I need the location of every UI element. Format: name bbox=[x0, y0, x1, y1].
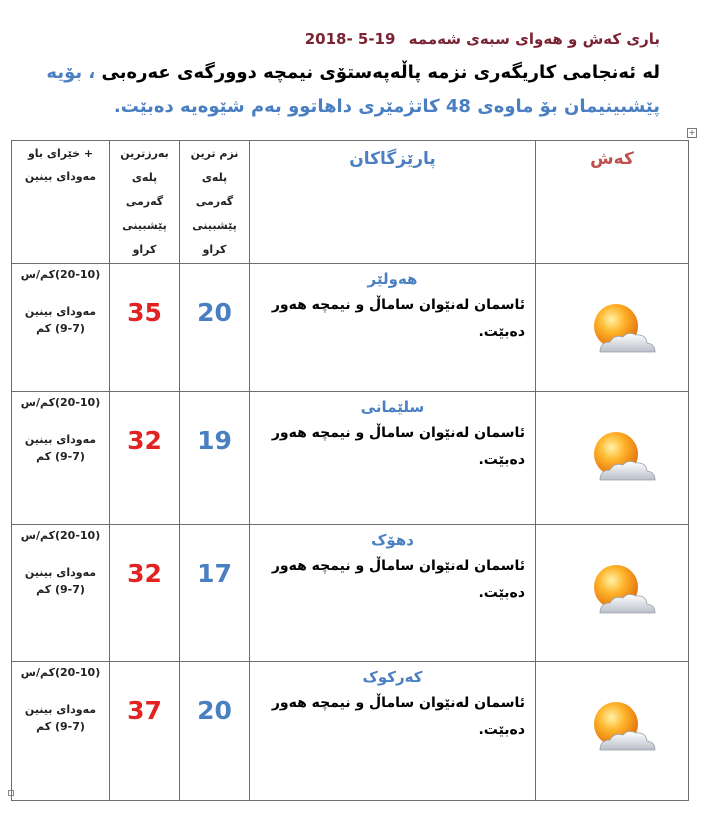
forecast-description: ئاسمان لەنێوان ساماڵ و نیمچە هەور دەبێت. bbox=[271, 425, 525, 468]
low-temp-cell bbox=[180, 392, 250, 525]
high-header-line: پلەی bbox=[131, 171, 158, 184]
visibility-value: (9-7) کم bbox=[36, 450, 85, 463]
visibility-label: مەودای بینین bbox=[24, 433, 97, 446]
table-row bbox=[12, 525, 689, 662]
high-temp-cell bbox=[110, 525, 180, 662]
low-temp-cell bbox=[180, 662, 250, 801]
intro-tail: ، بۆیە bbox=[46, 62, 96, 83]
forecast-description: ئاسمان لەنێوان ساماڵ و نیمچە هەور دەبێت. bbox=[271, 558, 525, 601]
high-temp: 32 bbox=[127, 426, 162, 455]
wind-speed: (20-10)کم/س bbox=[20, 529, 101, 542]
table-move-handle[interactable]: + bbox=[688, 128, 696, 137]
condition-cell bbox=[536, 392, 689, 525]
wind-header-line: مەودای بینین bbox=[24, 170, 97, 183]
high-header-line: گەرمی bbox=[125, 195, 164, 208]
province-cell bbox=[250, 264, 536, 392]
high-header-line: پێشبینی bbox=[122, 219, 167, 232]
high-temp-header bbox=[110, 141, 180, 264]
high-temp: 35 bbox=[127, 298, 162, 327]
forecast-subtitle: پێشبینیمان بۆ ماوەی 48 کاتژمێری داهاتوو بەم شێوەیە دەبێت. bbox=[113, 96, 660, 117]
header-row bbox=[12, 141, 689, 264]
visibility-label: مەودای بینین bbox=[24, 566, 97, 579]
wind-speed: (20-10)کم/س bbox=[20, 268, 101, 281]
province-name: کەرکوک bbox=[362, 668, 423, 686]
wind-visibility-cell bbox=[12, 392, 110, 525]
table-row bbox=[12, 392, 689, 525]
high-temp-cell bbox=[110, 662, 180, 801]
condition-cell bbox=[536, 264, 689, 392]
high-temp: 37 bbox=[127, 696, 162, 725]
high-header-line: بەرزترین bbox=[120, 147, 169, 160]
condition-header: کەش bbox=[536, 141, 689, 264]
low-temp-cell bbox=[180, 525, 250, 662]
high-temp-cell bbox=[110, 264, 180, 392]
partly-cloudy-sun-icon bbox=[582, 698, 662, 762]
low-header-line: پێشبینی bbox=[192, 219, 237, 232]
low-temp: 20 bbox=[197, 298, 232, 327]
visibility-value: (9-7) کم bbox=[36, 583, 85, 596]
table-row bbox=[12, 264, 689, 392]
wind-visibility-cell bbox=[12, 264, 110, 392]
provinces-header: پارێزگاکان bbox=[250, 141, 536, 264]
low-temp-cell bbox=[180, 264, 250, 392]
forecast-date: 2018- 5-19 bbox=[304, 30, 396, 48]
wind-speed: (20-10)کم/س bbox=[20, 396, 101, 409]
wind-speed: (20-10)کم/س bbox=[20, 666, 101, 679]
high-temp-cell bbox=[110, 392, 180, 525]
wind-visibility-cell bbox=[12, 662, 110, 801]
visibility-value: (9-7) کم bbox=[36, 322, 85, 335]
low-temp-header bbox=[180, 141, 250, 264]
low-header-line: کراو bbox=[202, 243, 227, 256]
table-row bbox=[12, 662, 689, 801]
low-temp: 20 bbox=[197, 696, 232, 725]
intro-main: لە ئەنجامی کاریگەری نزمە پاڵەپەستۆی نیمچە دوورگەی عەرەبی bbox=[101, 62, 660, 83]
condition-cell bbox=[536, 525, 689, 662]
visibility-label: مەودای بینین bbox=[24, 305, 97, 318]
low-header-line: نزم ترین bbox=[190, 147, 239, 160]
province-cell bbox=[250, 392, 536, 525]
high-header-line: کراو bbox=[132, 243, 157, 256]
partly-cloudy-sun-icon bbox=[582, 300, 662, 364]
low-header-line: گەرمی bbox=[195, 195, 234, 208]
intro-line bbox=[46, 62, 660, 83]
visibility-label: مەودای بینین bbox=[24, 703, 97, 716]
province-name: هەولێر bbox=[367, 270, 418, 288]
province-name: سلێمانی bbox=[360, 398, 425, 416]
wind-header-line: خێرای باو + bbox=[27, 147, 94, 160]
wind-visibility-cell bbox=[12, 525, 110, 662]
condition-cell bbox=[536, 662, 689, 801]
high-temp: 32 bbox=[127, 559, 162, 588]
visibility-value: (9-7) کم bbox=[36, 720, 85, 733]
forecast-description: ئاسمان لەنێوان ساماڵ و نیمچە هەور دەبێت. bbox=[271, 297, 525, 340]
forecast-description: ئاسمان لەنێوان ساماڵ و نیمچە هەور دەبێت. bbox=[271, 695, 525, 738]
low-temp: 19 bbox=[197, 426, 232, 455]
low-temp: 17 bbox=[197, 559, 232, 588]
wind-visibility-header bbox=[12, 141, 110, 264]
low-header-line: پلەی bbox=[201, 171, 228, 184]
partly-cloudy-sun-icon bbox=[582, 428, 662, 492]
forecast-table bbox=[11, 140, 689, 801]
partly-cloudy-sun-icon bbox=[582, 561, 662, 625]
paragraph-mark bbox=[8, 790, 14, 796]
province-name: دهۆک bbox=[371, 531, 414, 549]
title-text: باری کەش و هەوای سبەی شەممە bbox=[408, 30, 660, 48]
province-cell bbox=[250, 525, 536, 662]
province-cell bbox=[250, 662, 536, 801]
forecast-title bbox=[305, 30, 660, 48]
